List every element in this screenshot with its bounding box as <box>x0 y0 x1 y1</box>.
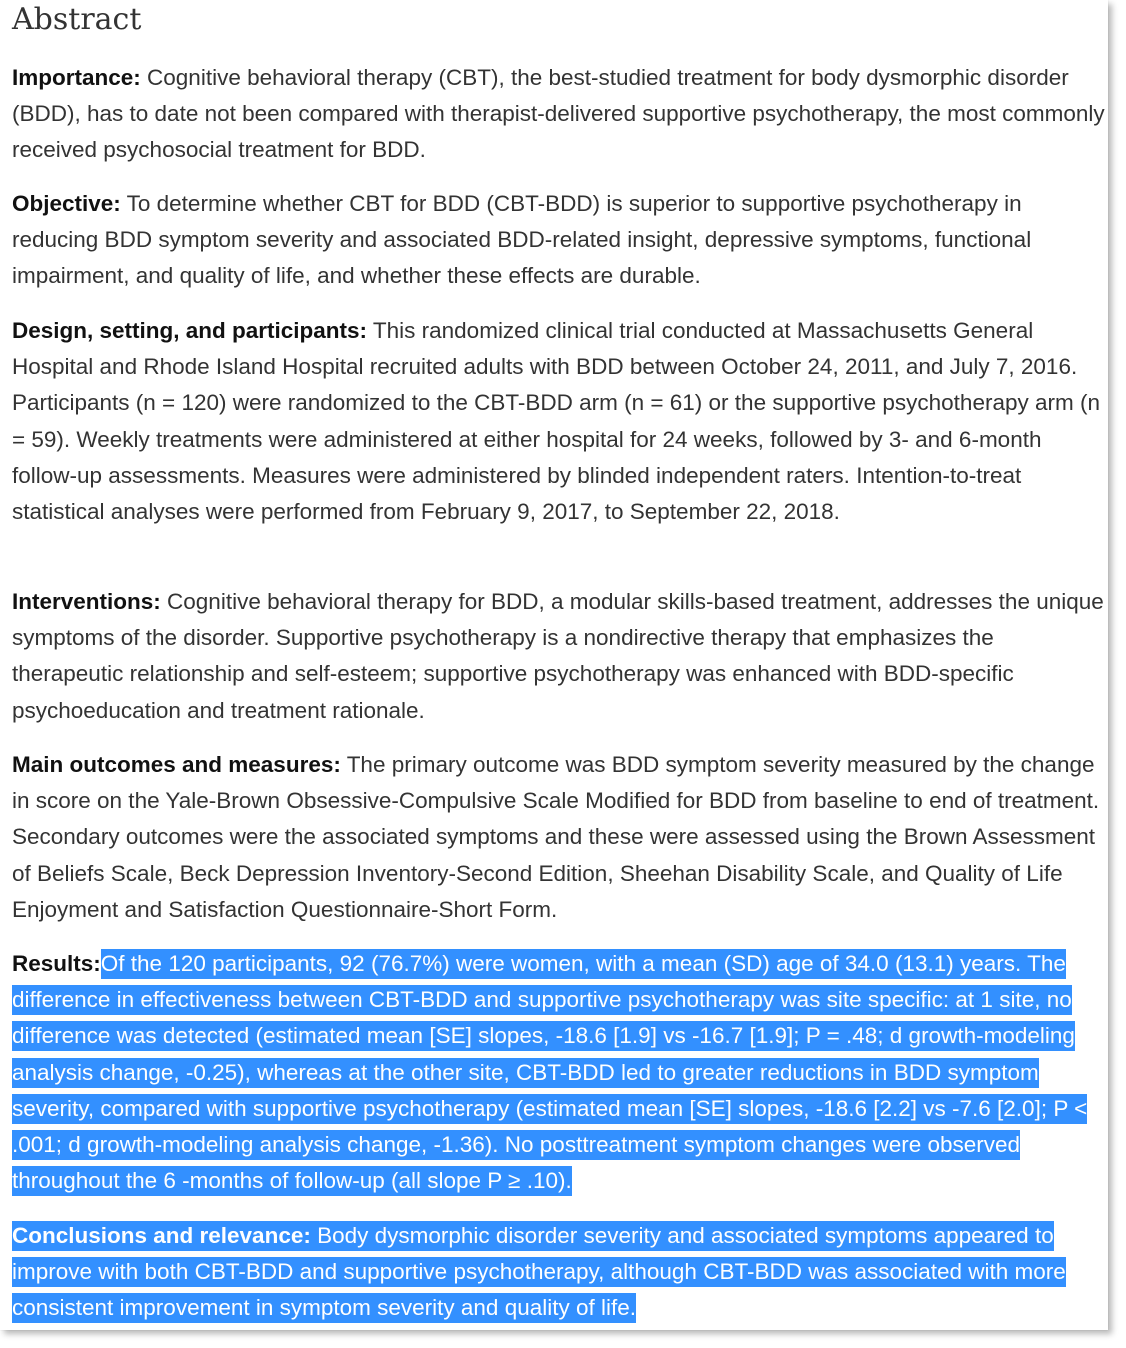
interventions-section <box>12 584 1106 729</box>
objective-text: To determine whether CBT for BDD (CBT-BDD) is superior to supportive psychotherapy in reducing BDD symptom severity and associated BDD-related insight, depressive symptoms, functional impairment, and quality of life, and whether these effects are durable. <box>12 191 1032 289</box>
abstract-heading: Abstract <box>12 2 142 37</box>
importance-section <box>12 60 1106 169</box>
design-text: This randomized clinical trial conducted at Massachusetts General Hospital and Rhode Island Hospital recruited adults with BDD between October 24, 2011, and July 7, 2016. Participants (n = 120) were randomized to the CBT-BDD arm (n = 61) or the supportive psychotherapy arm (n = 59). Weekly treatments were administered at either hospital for 24 weeks, followed by 3- and 6-month follow-up assessments. Measures were administered by blinded independent raters. Intention-to-treat statistical analyses were performed from February 9, 2017, to September 22, 2018. <box>12 318 1100 525</box>
outcomes-section <box>12 747 1106 928</box>
outcomes-text: The primary outcome was BDD symptom severity measured by the change in score on the Yale-Brown Obsessive-Compulsive Scale Modified for BDD from baseline to end of treatment. Secondary outcomes were the associated symptoms and these were assessed using the Brown Assessment of Beliefs Scale, Beck Depression Inventory-Second Edition, Sheehan Disability Scale, and Quality of Life Enjoyment and Satisfaction Questionnaire-Short Form. <box>12 752 1100 922</box>
results-section <box>12 946 1106 1199</box>
conclusions-text: Body dysmorphic disorder severity and associated symptoms appeared to improve with both CBT-BDD and supportive psychotherapy, although CBT-BDD was associated with more consistent improvement in symptom severity and quality of life. <box>12 1223 1066 1321</box>
interventions-label: Interventions: <box>12 589 161 614</box>
design-section <box>12 313 1106 530</box>
results-text-selected[interactable]: Of the 120 participants, 92 (76.7%) were women, with a mean (SD) age of 34.0 (13.1) years. The difference in effectiveness between CBT-BDD and supportive psychotherapy was site specific: at 1 site, no difference was detected (estimated mean [SE] slopes, -18.6 [1.9] vs -16.7 [1.9]; P = .48; d growth-modeling analysis change, -0.25), whereas at the other site, CBT-BDD led to greater reductions in BDD symptom severity, compared with supportive psychotherapy (estimated mean [SE] slopes, -18.6 [2.2] vs -7.6 [2.0]; P < .001; d growth-modeling analysis change, -1.36). No posttreatment symptom changes were observed throughout the 6 -months of follow-up (all slope P ≥ .10). <box>12 949 1087 1196</box>
conclusions-label: Conclusions and relevance: <box>12 1223 311 1248</box>
objective-section <box>12 186 1106 295</box>
importance-text: Cognitive behavioral therapy (CBT), the best-studied treatment for body dysmorphic disorder (BDD), has to date not been compared with therapist-delivered supportive psychotherapy, the most commonly received psychosocial treatment for BDD. <box>12 65 1105 163</box>
importance-label: Importance: <box>12 65 141 90</box>
objective-label: Objective: <box>12 191 121 216</box>
results-label: Results: <box>12 951 101 976</box>
design-label: Design, setting, and participants: <box>12 318 368 343</box>
conclusions-selected[interactable] <box>12 1221 1066 1323</box>
outcomes-label: Main outcomes and measures: <box>12 752 341 777</box>
interventions-text: Cognitive behavioral therapy for BDD, a modular skills-based treatment, addresses the unique symptoms of the disorder. Supportive psychotherapy is a nondirective therapy that emphasizes the therapeutic relationship and self-esteem; supportive psychotherapy was enhanced with BDD-specific psychoeducation and treatment rationale. <box>12 589 1104 723</box>
conclusions-section <box>12 1218 1106 1327</box>
